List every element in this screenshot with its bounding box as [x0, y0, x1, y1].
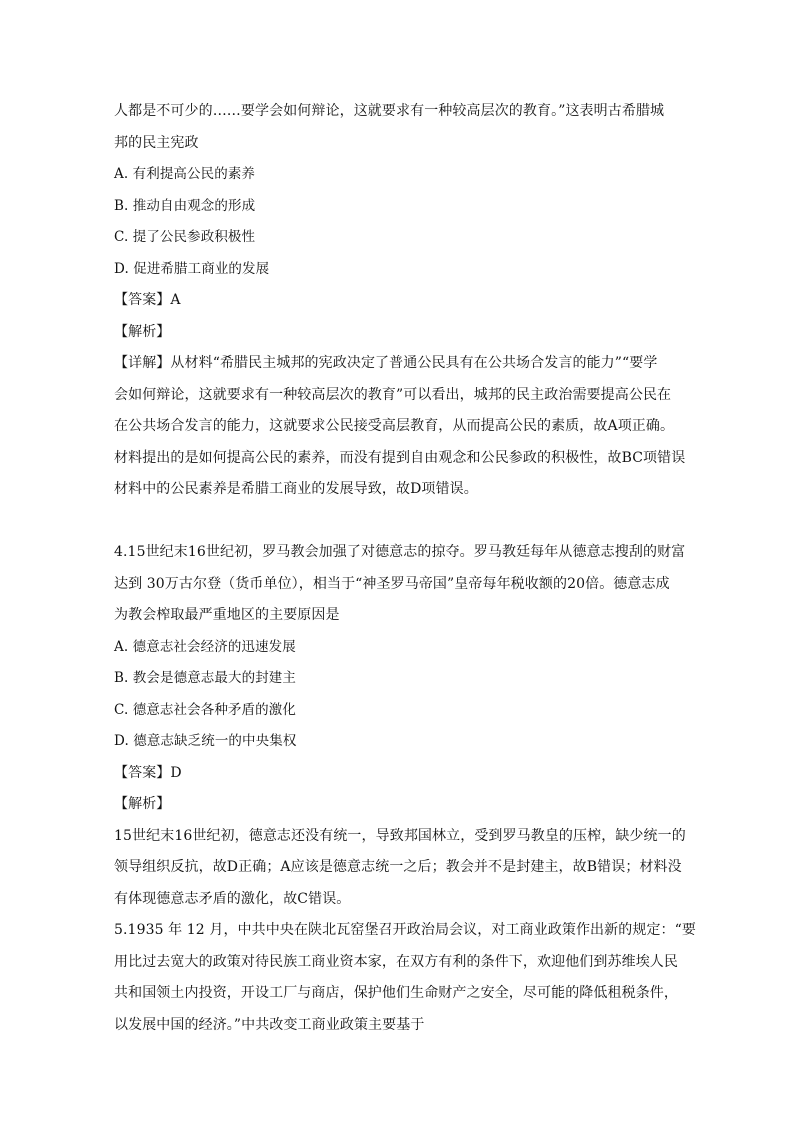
question-4: [114, 537, 684, 915]
q4-answer: 【答案】D: [114, 764, 182, 781]
q5-stem-line: 共和国领土内投资，开设工厂与商店，保护他们生命财产之安全，尽可能的降低租税条件，: [114, 985, 678, 1001]
q3-analysis-line: 在公共场合发言的能力，这就要求公民接受高层教育，从而提高公民的素质，故A项正确。: [114, 418, 675, 434]
question-5: [114, 915, 697, 1041]
q3-option-d: D. 促进希腊工商业的发展: [114, 260, 270, 277]
q5-stem-line: 用比过去宽大的政策对待民族工商业资本家，在双方有利的条件下，欢迎他们到苏维埃人民: [114, 953, 678, 970]
q3-answer: 【答案】A: [114, 292, 181, 308]
q5-stem-line: 以发展中国的经济。”中共改变工商业政策主要基于: [114, 1016, 425, 1033]
q4-option-a: A. 德意志社会经济的迅速发展: [114, 638, 296, 655]
q4-option-b: B. 教会是德意志最大的封建主: [114, 670, 297, 686]
q4-stem-line: 达到 30万古尔登（货币单位），相当于“神圣罗马帝国”皇帝每年税收额的20倍。德意志成: [114, 575, 670, 592]
paragraph-gap: [114, 506, 684, 538]
q3-analysis-label: 【解析】: [114, 323, 171, 340]
question-3: [114, 96, 684, 506]
q3-option-c: C. 提了公民参政积极性: [114, 229, 256, 245]
q3-analysis-line: 材料提出的是如何提高公民的素养，而没有提到自由观念和公民参政的积极性，故BC项错误: [114, 449, 686, 466]
document-page: [114, 96, 697, 1041]
q3-analysis-line: 材料中的公民素养是希腊工商业的发展导致，故D项错误。: [114, 481, 478, 497]
q4-stem-line: 为教会榨取最严重地区的主要原因是: [114, 607, 340, 623]
q3-stem-line: 人都是不可少的……要学会如何辩论，这就要求有一种较高层次的教育。”这表明古希腊城: [114, 103, 665, 119]
q3-analysis-line: 【详解】从材料“希腊民主城邦的宪政决定了普通公民具有在公共场合发言的能力”“要学: [114, 355, 658, 371]
q3-option-b: B. 推动自由观念的形成: [114, 197, 256, 214]
q4-analysis-line: 有体现德意志矛盾的激化，故C错误。: [114, 890, 351, 907]
q4-analysis-line: 领导组织反抗，故D正确；A应该是德意志统一之后；教会并不是封建主，故B错误；材料没: [114, 859, 682, 875]
q4-stem-line: 4.15世纪末16世纪初，罗马教会加强了对德意志的掠夺。罗马教廷每年从德意志搜刮的财富: [114, 544, 686, 560]
q4-analysis-label: 【解析】: [114, 796, 171, 812]
q3-analysis-line: 会如何辩论，这就要求有一种较高层次的教育”可以看出，城邦的民主政治需要提高公民在: [114, 386, 672, 403]
q4-option-c: C. 德意志社会各种矛盾的激化: [114, 701, 296, 718]
q3-stem-line: 邦的民主宪政: [114, 134, 199, 151]
q4-analysis-line: 15世纪末16世纪初，德意志还没有统一，导致邦国林立，受到罗马教皇的压榨，缺少统一的: [114, 827, 686, 844]
q3-option-a: A. 有利提高公民的素养: [114, 166, 256, 182]
q4-option-d: D. 德意志缺乏统一的中央集权: [114, 733, 297, 749]
q5-stem-line: 5.1935 年 12 月，中共中央在陕北瓦窑堡召开政治局会议，对工商业政策作出新的规定：“要: [114, 922, 697, 938]
